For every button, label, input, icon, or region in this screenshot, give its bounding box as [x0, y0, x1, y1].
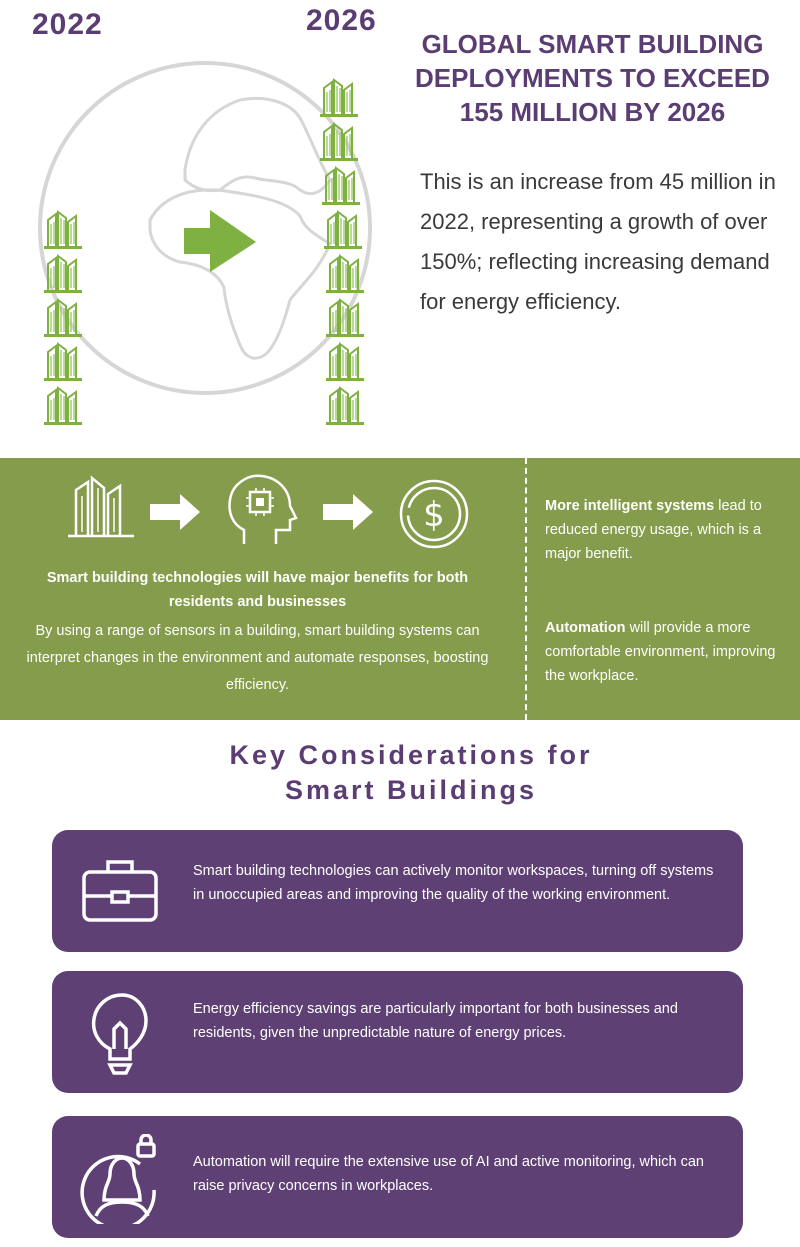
benefit-bold: Automation — [545, 620, 626, 636]
consideration-card — [52, 1116, 743, 1238]
privacy-person-lock-icon — [74, 1134, 164, 1224]
band-heading: Smart building technologies will have major benefits for both residents and businesses — [46, 570, 469, 610]
section-title-line: Key Considerations for — [229, 740, 593, 770]
benefit-text: will provide a more comfortable environment, improving the workplace. — [545, 620, 776, 684]
benefit-item — [545, 616, 790, 688]
building-icon — [68, 478, 134, 536]
benefit-text: lead to reduced energy usage, which is a major benefit. — [545, 498, 762, 562]
card-text: Automation will require the extensive use of AI and active monitoring, which can raise privacy concerns in workplaces. — [193, 1154, 704, 1194]
benefit-item — [545, 494, 790, 566]
svg-text:$: $ — [423, 495, 445, 535]
headline: GLOBAL SMART BUILDING DEPLOYMENTS TO EXCEED 155 MILLION BY 2026 — [415, 29, 770, 127]
section-title-line: Smart Buildings — [284, 775, 538, 805]
lightbulb-icon — [74, 989, 164, 1079]
process-icons — [0, 458, 525, 558]
africa-outline — [150, 190, 330, 358]
card-text: Smart building technologies can actively monitor workspaces, turning off systems in unoccupied areas and improving the quality of the working environment. — [193, 863, 714, 903]
dollar-coin-icon — [401, 481, 467, 547]
arrow-right-icon — [323, 494, 373, 530]
briefcase-icon — [74, 848, 164, 938]
card-text: Energy efficiency savings are particularly important for both businesses and residents, given the unpredictable nature of energy prices. — [193, 1001, 678, 1041]
consideration-card — [52, 830, 743, 952]
arrow-right-icon — [150, 494, 200, 530]
growth-arrow-icon — [184, 210, 256, 272]
consideration-card — [52, 971, 743, 1093]
globe-illustration — [0, 40, 400, 430]
band-body: By using a range of sensors in a building, smart building systems can interpret changes in the environment and automate responses, boosting efficiency. — [26, 623, 489, 693]
year-start-label: 2022 — [32, 8, 103, 41]
benefit-bold: More intelligent systems — [545, 498, 715, 514]
dashed-divider — [525, 458, 527, 720]
year-end-label: 2026 — [306, 4, 377, 37]
section-title — [0, 738, 800, 808]
intro-text: This is an increase from 45 million in 2022, representing a growth of over 150%; reflecting increasing demand for energy efficiency. — [420, 169, 776, 314]
ai-head-icon — [230, 476, 296, 544]
benefits-band — [0, 458, 800, 720]
europe-outline — [185, 98, 330, 193]
